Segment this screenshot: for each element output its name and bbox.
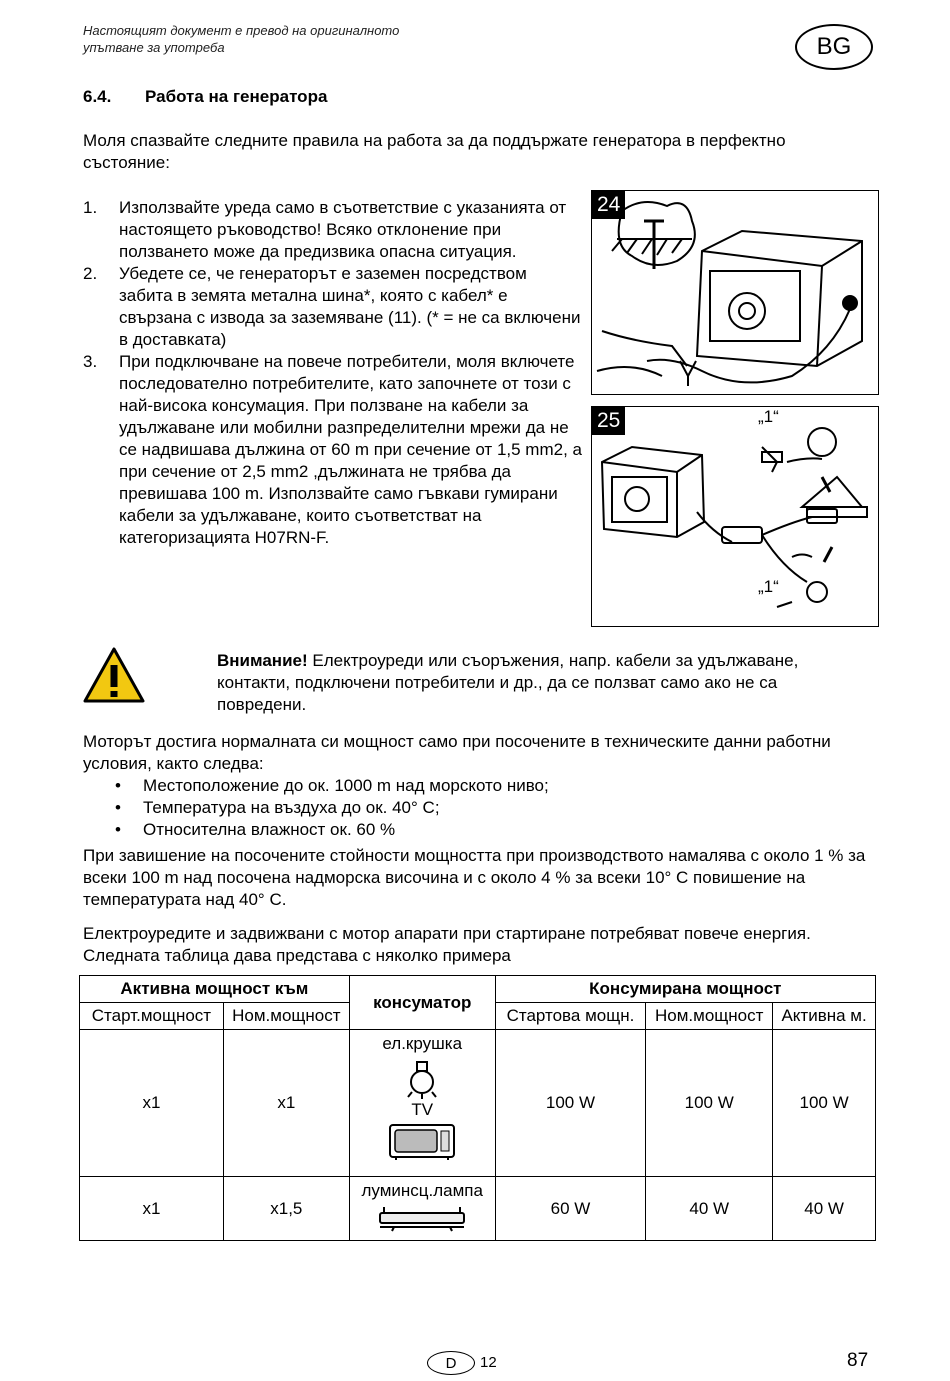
consumer-label: TV: [411, 1100, 434, 1119]
list-item-number: 1.: [83, 198, 98, 217]
figure-label-top: „1“: [758, 407, 779, 426]
tv-icon: [382, 1122, 462, 1162]
light-bulb-icon: [402, 1060, 442, 1100]
bullet-text: Температура на въздуха до ок. 40° C;: [143, 798, 440, 817]
bullet-item: • Температура на въздуха до ок. 40° C;: [115, 798, 440, 817]
subheader-start-power-consumed: Стартова мощн.: [495, 1003, 646, 1030]
translation-note-line1: Настоящият документ е превод на оригиналното: [83, 23, 400, 38]
conditions-intro: Моторът достига нормалната си мощност само при посочените в техническите данни работни условия, както следва:: [83, 732, 831, 773]
subheader-nominal-power-consumed: Ном.мощност: [646, 1003, 773, 1030]
figure-label-bottom: „1“: [758, 577, 779, 596]
section-title: Работа на генератора: [145, 87, 328, 106]
section-intro: Моля спазвайте следните правила на работа за да поддържате генератора в перфектно състояние:: [83, 131, 786, 172]
figure-number: 24: [592, 191, 625, 219]
cell-consumed-nominal: 40 W: [646, 1177, 773, 1241]
cell-consumed-active: 40 W: [773, 1177, 876, 1241]
conditions-bullets: [115, 775, 549, 841]
language-badge: BG: [795, 24, 873, 70]
cell-start: x1: [80, 1030, 224, 1177]
table-intro: Електроуредите и задвижвани с мотор апарати при стартиране потребяват повече енергия. Следната таблица дава представа с няколко примера: [83, 924, 811, 965]
list-item: [83, 197, 583, 263]
warning-body: Електроуреди или съоръжения, напр. кабели за удължаване, контакти, подключени потребители и др., да се ползват само ако не са повредени.: [217, 651, 799, 714]
figure-number: 25: [592, 407, 625, 435]
rules-list: [83, 197, 583, 549]
bullet-text: Местоположение до ок. 1000 m над морското ниво;: [143, 776, 549, 795]
generator-consumers-illustration: [592, 407, 878, 626]
figure-25-consumers: [591, 406, 879, 627]
power-table: [79, 975, 876, 1241]
table-row: [80, 1030, 876, 1177]
cell-nominal: x1: [223, 1030, 349, 1177]
list-item-number: 2.: [83, 264, 98, 283]
figure-24-grounding: [591, 190, 879, 395]
consumer-label: ел.крушка: [382, 1034, 463, 1053]
conditions-reduction: При завишение на посочените стойности мощността при производството намалява с около 1 % за всеки 100 m над посочена надморска височина и с около 4 % за всеки 10° C повишение на температурата над 40° C.: [83, 846, 866, 909]
list-item-text: Използвайте уреда само в съответствие с указанията от настоящето ръководство! Всяко отклонение при ползването може да предизвика опасна ситуация.: [119, 198, 567, 261]
header-active-power: Активна мощност към: [80, 976, 350, 1003]
fluorescent-lamp-icon: [374, 1203, 470, 1233]
cell-consumed-start: 60 W: [495, 1177, 646, 1241]
subheader-active-power-consumed: Активна м.: [773, 1003, 876, 1030]
manual-page: 12: [480, 1354, 497, 1371]
warning-text: [217, 650, 857, 716]
cell-consumed-start: 100 W: [495, 1030, 646, 1177]
list-item: [83, 351, 583, 549]
manual-letter-badge: D: [427, 1351, 475, 1375]
header-consumer: консуматор: [349, 976, 495, 1030]
bullet-item: • Местоположение до ок. 1000 m над морското ниво;: [115, 776, 549, 795]
list-item-number: 3.: [83, 352, 98, 371]
bullet-item: • Относителна влажност ок. 60 %: [115, 820, 396, 839]
section-number: 6.4.: [83, 87, 112, 106]
cell-consumer: [349, 1177, 495, 1241]
consumer-label: луминсц.лампа: [361, 1181, 483, 1200]
list-item: [83, 263, 583, 351]
section-heading: [83, 87, 327, 107]
table-row: [80, 1177, 876, 1241]
subheader-nominal-power: Ном.мощност: [223, 1003, 349, 1030]
warning-label: Внимание!: [217, 651, 308, 670]
cell-consumed-nominal: 100 W: [646, 1030, 773, 1177]
translation-note: [83, 22, 399, 56]
cell-consumed-active: 100 W: [773, 1030, 876, 1177]
cell-nominal: x1,5: [223, 1177, 349, 1241]
translation-note-line2: упътване за употреба: [83, 40, 225, 55]
list-item-text: При подключване на повече потребители, моля включете последователно потребителите, като започнете от този с най-висока консумация. При ползване на кабели за удължаване или мобилни разпределителни мрежи да не се надвишава дължина от 60 m при сечение от 1,5 mm2, а при сечение от 2,5 mm2 ,дължината не трябва да превишава 100 m. Използвайте само гъвкави гумирани кабели за удължаване, които съответстват на категоризацията H07RN-F.: [119, 352, 582, 547]
bullet-text: Относителна влажност ок. 60 %: [143, 820, 396, 839]
cell-consumer: [349, 1030, 495, 1177]
cell-start: x1: [80, 1177, 224, 1241]
subheader-start-power: Старт.мощност: [80, 1003, 224, 1030]
list-item-text: Убедете се, че генераторът е заземен посредством забита в земята метална шина*, която с кабел* е свързана с извода за заземяване (11). (* = не са включени в доставката): [119, 264, 581, 349]
warning-icon: [82, 646, 146, 704]
header-consumed-power: Консумирана мощност: [495, 976, 875, 1003]
generator-grounding-illustration: [592, 191, 878, 394]
page-number: 87: [847, 1350, 869, 1371]
